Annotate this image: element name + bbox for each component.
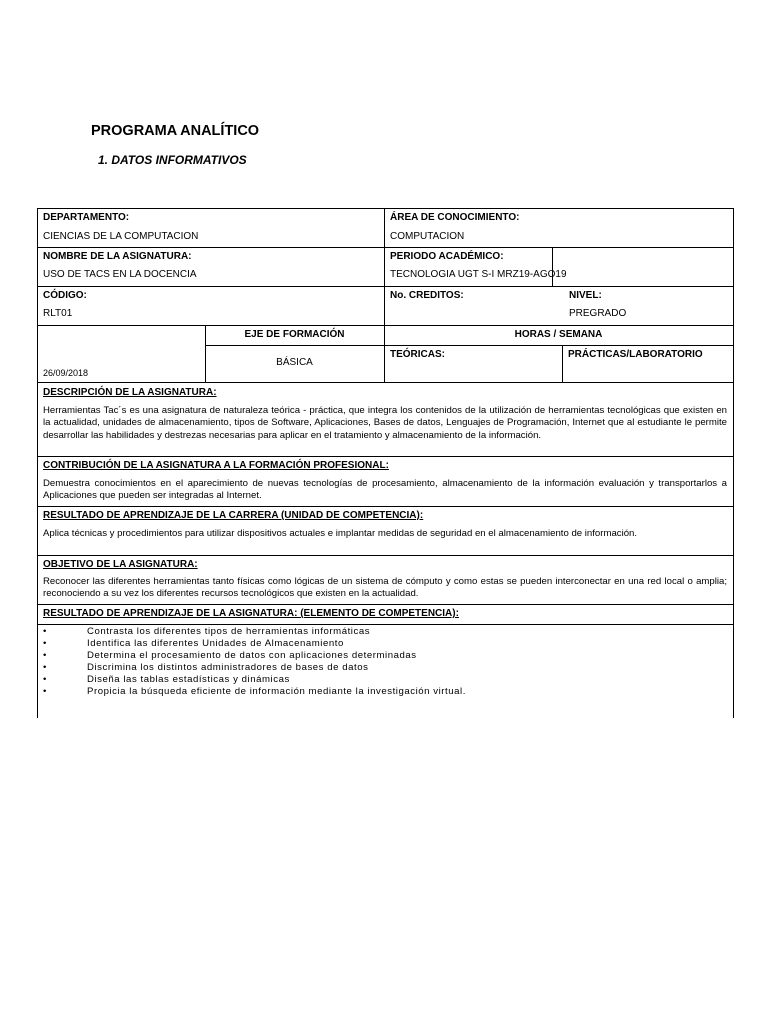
contribucion-heading: CONTRIBUCIÓN DE LA ASIGNATURA A LA FORMACIÓN PROFESIONAL: [43, 460, 389, 471]
divider [37, 624, 734, 625]
nombre-label: NOMBRE DE LA ASIGNATURA: [43, 251, 192, 262]
nivel-value: PREGRADO [569, 308, 627, 319]
divider [37, 247, 734, 248]
bullet-icon: • [43, 662, 47, 673]
divider [384, 208, 385, 383]
teoricas-label: TEÓRICAS: [390, 349, 445, 360]
periodo-label: PERIODO ACADÉMICO: [390, 251, 504, 262]
page-title: PROGRAMA ANALÍTICO [91, 123, 260, 139]
divider [37, 506, 734, 507]
divider [37, 382, 734, 383]
horas-label: HORAS / SEMANA [514, 329, 603, 340]
descripcion-text: Herramientas Tac´s es una asignatura de naturaleza teórica - práctica, que integra los contenidos de la utilización de herramientas tecnológicas que existen en la actualidad, unidades de almacenamiento, tipos de Software, Aplicaciones, Bases de datos, Lenguajes de Programación, Internet que al estudiante le permite desarrollar las habilidades y destrezas necesarias para aplicar en el tratamiento y almacenamiento de la información. [43, 405, 727, 441]
practicas-label: PRÁCTICAS/LABORATORIO [568, 349, 703, 360]
divider [205, 345, 734, 346]
periodo-value: TECNOLOGIA UGT S-I MRZ19-AGO19 [390, 269, 567, 280]
descripcion-heading: DESCRIPCIÓN DE LA ASIGNATURA: [43, 387, 217, 398]
codigo-value: RLT01 [43, 308, 73, 319]
area-value: COMPUTACION [390, 231, 465, 242]
codigo-label: CÓDIGO: [43, 290, 87, 301]
divider [37, 286, 734, 287]
nivel-label: NIVEL: [569, 290, 602, 301]
bullet-icon: • [43, 686, 47, 697]
departamento-value: CIENCIAS DE LA COMPUTACION [43, 231, 199, 242]
nombre-value: USO DE TACS EN LA DOCENCIA [43, 269, 197, 280]
divider [37, 604, 734, 605]
contribucion-text: Demuestra conocimientos en el aparecimiento de nuevas tecnologías de procesamiento, almacenamiento de la información evaluación y transportarlos a Aplicaciones que pueden ser integradas al Internet. [43, 478, 727, 502]
bullet-icon: • [43, 638, 47, 649]
divider [37, 325, 734, 326]
divider [37, 208, 734, 209]
resultado-carrera-text: Aplica técnicas y procedimientos para utilizar dispositivos actuales e implantar medidas de seguridad en el almacenamiento de información. [43, 528, 638, 539]
divider [37, 208, 38, 718]
objetivo-text: Reconocer las diferentes herramientas tanto físicas como lógicas de un sistema de cómputo y como estas se pueden interconectar en una red local o amplia; reconociendo a su vez los diferentes recursos tecnológicos que existen en la actualidad. [43, 576, 727, 600]
bullet-icon: • [43, 650, 47, 661]
divider [37, 555, 734, 556]
departamento-label: DEPARTAMENTO: [43, 212, 130, 223]
bullet-icon: • [43, 626, 47, 637]
divider [37, 456, 734, 457]
objetivo-heading: OBJETIVO DE LA ASIGNATURA: [43, 559, 198, 570]
fecha-value: 26/09/2018 [43, 368, 89, 378]
creditos-label: No. CREDITOS: [390, 290, 464, 301]
divider [733, 208, 734, 718]
bullet-icon: • [43, 674, 47, 685]
eje-label: EJE DE FORMACIÓN [244, 329, 345, 340]
area-label: ÁREA DE CONOCIMIENTO: [390, 212, 520, 223]
section-title: 1. DATOS INFORMATIVOS [98, 153, 247, 167]
eje-value: BÁSICA [276, 357, 313, 368]
resultado-asignatura-heading: RESULTADO DE APRENDIZAJE DE LA ASIGNATURA: (ELEMENTO DE COMPETENCIA): [43, 608, 459, 619]
divider [562, 345, 563, 383]
resultado-carrera-heading: RESULTADO DE APRENDIZAJE DE LA CARRERA (UNIDAD DE COMPETENCIA): [43, 510, 424, 521]
